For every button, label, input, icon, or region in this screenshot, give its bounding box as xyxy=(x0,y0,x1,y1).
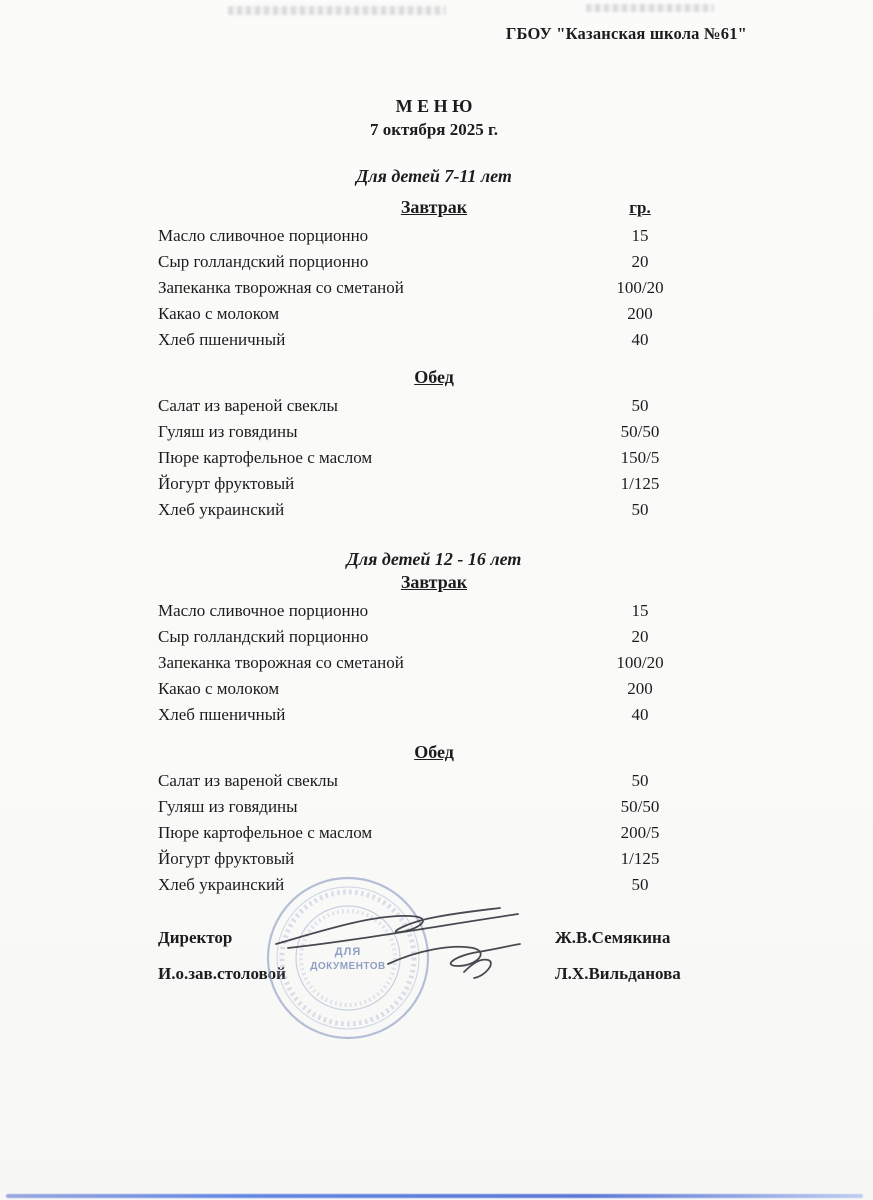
menu-item-row xyxy=(158,301,710,327)
menu-item-row xyxy=(158,275,710,301)
menu-item-row xyxy=(158,820,710,846)
menu-item-qty: 50/50 xyxy=(620,422,660,441)
menu-item-row xyxy=(158,794,710,820)
menu-item-name: Сыр голландский порционно xyxy=(158,627,369,646)
menu-item-name: Масло сливочное порционно xyxy=(158,601,369,620)
menu-item-qty: 200/5 xyxy=(620,823,660,842)
menu-item-name: Какао с молоком xyxy=(158,304,280,323)
menu-item-name: Пюре картофельное с маслом xyxy=(158,823,373,842)
menu-item-qty: 100/20 xyxy=(616,653,664,672)
menu-content xyxy=(158,96,710,984)
menu-item-name: Хлеб украинский xyxy=(158,500,285,519)
lunch-items-2 xyxy=(158,768,710,898)
age-group-title-2: Для детей 12 - 16 лет xyxy=(346,549,522,569)
school-header: ГБОУ "Казанская школа №61" xyxy=(505,24,747,43)
breakfast-header-1 xyxy=(158,197,710,218)
menu-item-name: Салат из вареной свеклы xyxy=(158,396,338,415)
menu-item-name: Масло сливочное порционно xyxy=(158,226,369,245)
lunch-header-2 xyxy=(158,742,710,763)
menu-item-name: Гуляш из говядины xyxy=(158,797,298,816)
scan-edge-artifact xyxy=(6,1194,863,1198)
menu-item-row xyxy=(158,223,710,249)
menu-item-name: Гуляш из говядины xyxy=(158,422,298,441)
menu-item-row xyxy=(158,445,710,471)
menu-item-row xyxy=(158,327,710,353)
menu-item-qty: 50 xyxy=(631,771,649,790)
menu-item-qty: 40 xyxy=(631,330,649,349)
menu-title: М Е Н Ю xyxy=(395,96,473,116)
menu-item-qty: 15 xyxy=(631,226,649,245)
meal-title: Обед xyxy=(414,742,454,762)
lunch-items-1 xyxy=(158,393,710,523)
menu-item-name: Сыр голландский порционно xyxy=(158,252,369,271)
menu-item-row xyxy=(158,624,710,650)
menu-item-name: Запеканка творожная со сметаной xyxy=(158,278,404,297)
menu-date: 7 октября 2025 г. xyxy=(369,120,499,139)
stamp-text-line1: ДЛЯ xyxy=(334,946,362,958)
menu-item-name: Пюре картофельное с маслом xyxy=(158,448,373,467)
menu-item-row xyxy=(158,471,710,497)
menu-item-row xyxy=(158,598,710,624)
menu-item-row xyxy=(158,419,710,445)
meal-title: Завтрак xyxy=(400,197,468,217)
signature-name: Ж.В.Семякина xyxy=(555,928,671,947)
signature-role: Директор xyxy=(158,928,233,947)
menu-item-qty: 200 xyxy=(627,679,653,698)
menu-item-name: Запеканка творожная со сметаной xyxy=(158,653,404,672)
menu-item-name: Какао с молоком xyxy=(158,679,280,698)
bleed-through-text xyxy=(228,6,446,15)
menu-item-qty: 200 xyxy=(627,304,653,323)
stamp-text-line2: ДОКУМЕНТОВ xyxy=(310,961,386,972)
menu-item-row xyxy=(158,393,710,419)
menu-item-row xyxy=(158,676,710,702)
menu-item-name: Хлеб пшеничный xyxy=(158,330,286,349)
unit-header: гр. xyxy=(629,198,651,217)
menu-item-row xyxy=(158,497,710,523)
breakfast-items-1 xyxy=(158,223,710,353)
menu-item-qty: 50 xyxy=(631,875,649,894)
menu-item-qty: 100/20 xyxy=(616,278,664,297)
meal-title: Обед xyxy=(414,367,454,387)
menu-item-name: Салат из вареной свеклы xyxy=(158,771,338,790)
menu-item-name: Хлеб украинский xyxy=(158,875,285,894)
menu-item-qty: 1/125 xyxy=(620,849,660,868)
menu-item-qty: 150/5 xyxy=(620,448,660,467)
menu-item-qty: 15 xyxy=(631,601,649,620)
menu-item-name: Хлеб пшеничный xyxy=(158,705,286,724)
signature-name: Л.Х.Вильданова xyxy=(555,964,681,983)
handwritten-signatures xyxy=(268,886,538,996)
menu-item-row xyxy=(158,702,710,728)
menu-item-row xyxy=(158,768,710,794)
bleed-through-text xyxy=(586,4,714,12)
meal-title: Завтрак xyxy=(400,572,468,592)
menu-item-name: Йогурт фруктовый xyxy=(158,474,295,493)
menu-item-qty: 50/50 xyxy=(620,797,660,816)
menu-item-row xyxy=(158,650,710,676)
menu-item-row xyxy=(158,249,710,275)
age-group-title-1: Для детей 7-11 лет xyxy=(356,166,512,186)
menu-item-qty: 20 xyxy=(631,252,649,271)
breakfast-header-2 xyxy=(158,572,710,593)
breakfast-items-2 xyxy=(158,598,710,728)
signature-role: И.о.зав.столовой xyxy=(158,964,286,983)
menu-item-qty: 40 xyxy=(631,705,649,724)
menu-item-qty: 50 xyxy=(631,396,649,415)
menu-item-name: Йогурт фруктовый xyxy=(158,849,295,868)
menu-item-row xyxy=(158,846,710,872)
lunch-header-1 xyxy=(158,367,710,388)
menu-item-qty: 20 xyxy=(631,627,649,646)
menu-item-qty: 1/125 xyxy=(620,474,660,493)
menu-item-qty: 50 xyxy=(631,500,649,519)
